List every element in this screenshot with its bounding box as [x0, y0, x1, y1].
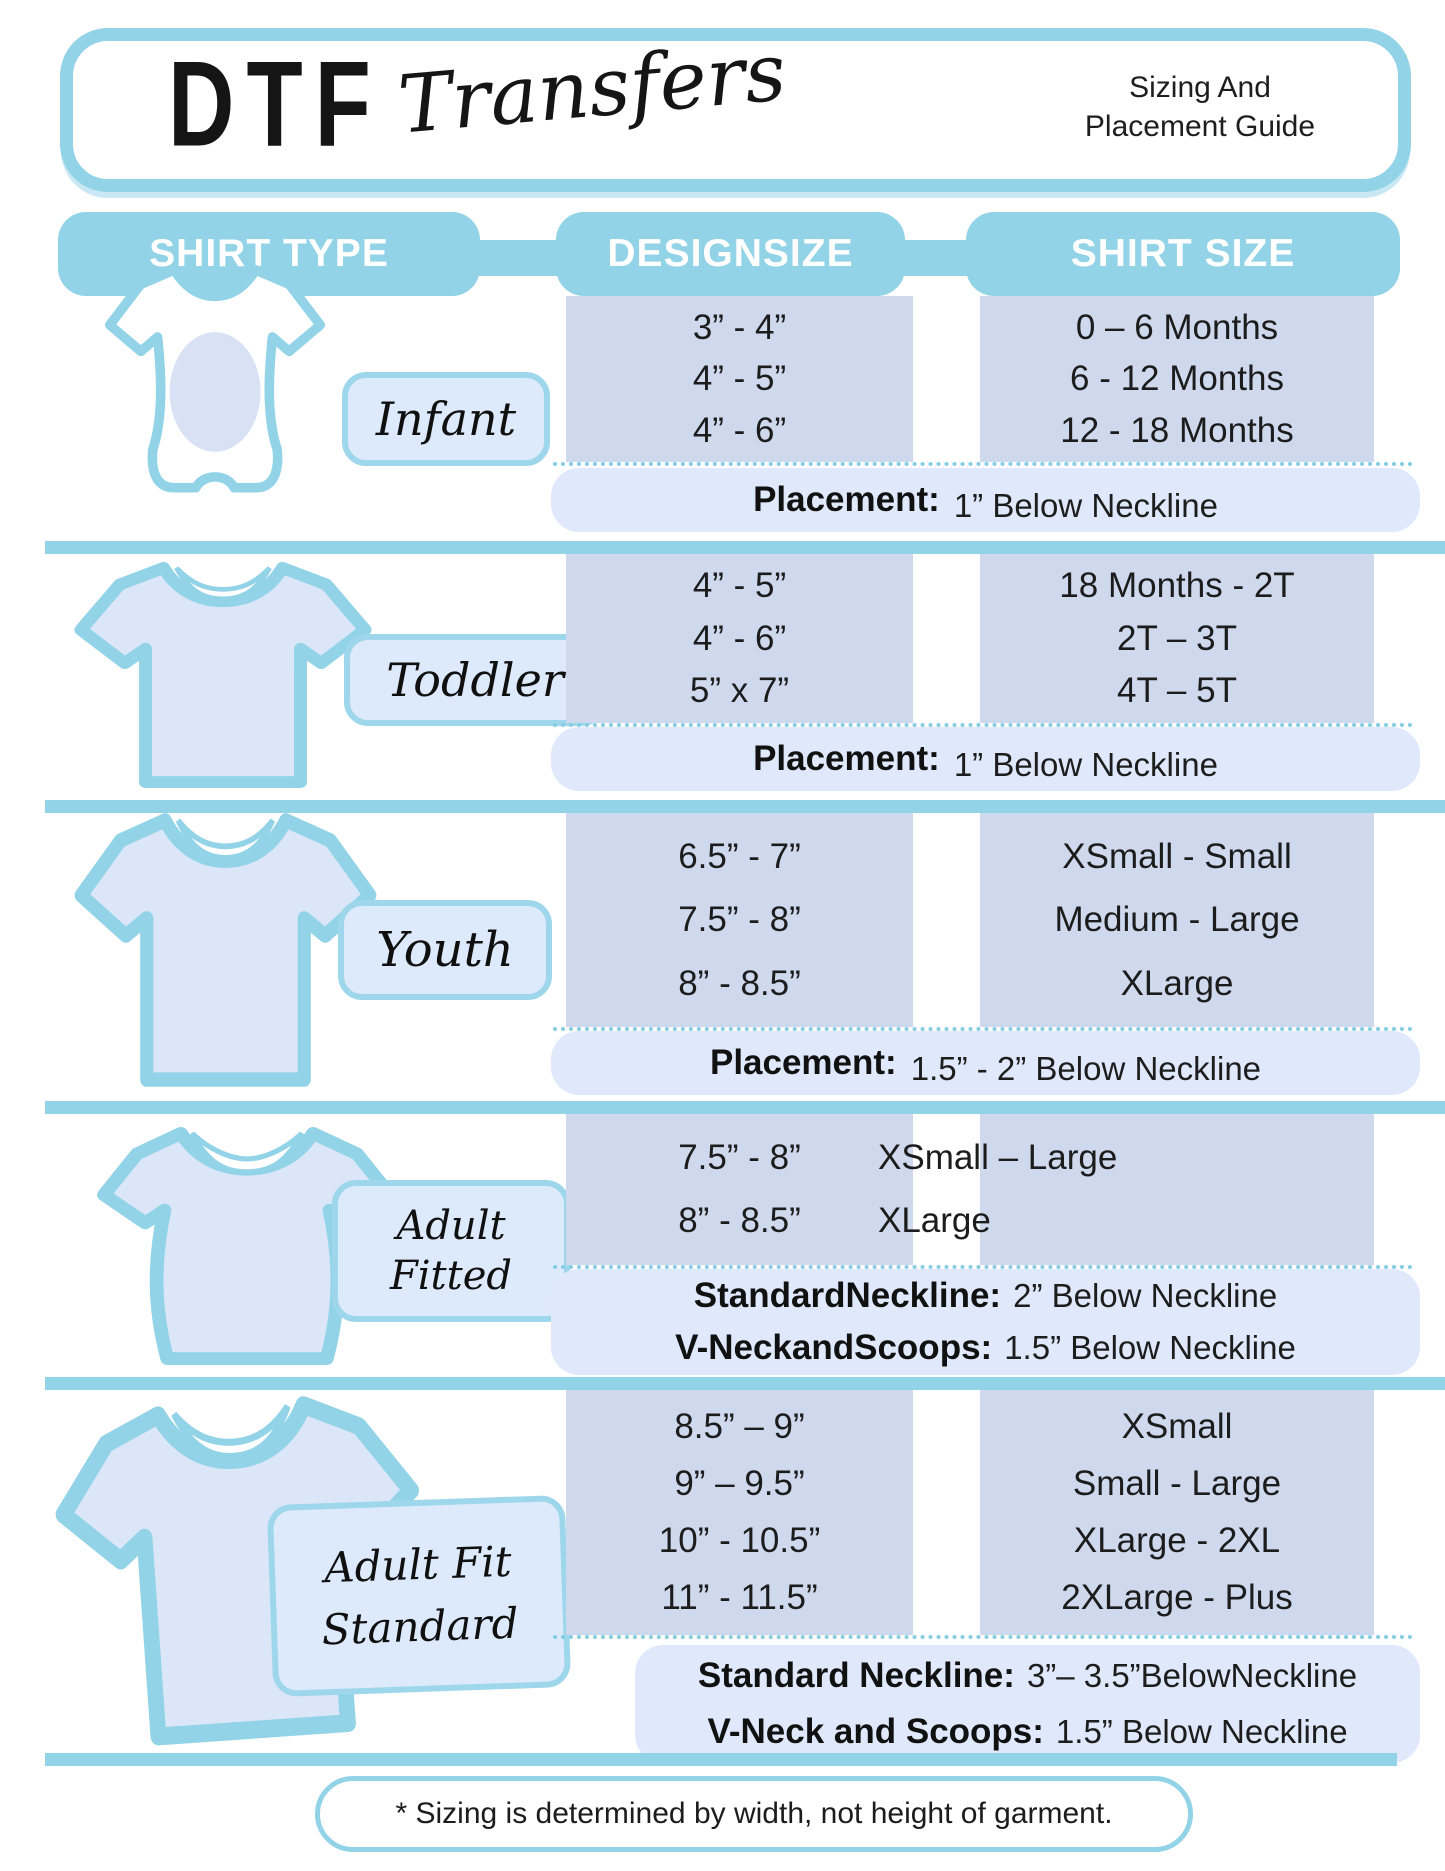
design-size-value: 3” - 4” — [692, 307, 787, 347]
shirt-size-cell-toddler — [980, 554, 1374, 723]
section-divider — [45, 800, 1445, 813]
design-size-value: 8” - 8.5” — [678, 963, 801, 1003]
shirt-size-value: 2XLarge - Plus — [1061, 1578, 1293, 1617]
section-divider — [45, 1753, 1397, 1766]
placement-bar-toddler — [551, 727, 1420, 791]
shirt-size-value: XSmall – Large — [878, 1137, 1118, 1177]
subtitle-line-1: Sizing And — [1129, 71, 1271, 104]
row-label-adult-fit-standard — [267, 1495, 572, 1697]
design-size-value: 7.5” - 8” — [678, 1137, 801, 1177]
design-size-value: 9” – 9.5” — [674, 1464, 805, 1503]
shirt-size-value: XSmall — [1121, 1407, 1233, 1446]
guide-subtitle — [1030, 68, 1370, 146]
design-size-cell-toddler — [566, 554, 913, 723]
placement-value: 1.5” Below Neckline — [1055, 1712, 1348, 1750]
shirt-size-value: XLarge — [878, 1201, 991, 1241]
column-header-shirt-type: SHIRT TYPE — [58, 212, 480, 296]
placement-label: V-NeckandScoops: — [675, 1327, 993, 1367]
row-label-adult-fitted — [332, 1180, 570, 1322]
design-size-value: 8” - 8.5” — [678, 1201, 801, 1241]
design-size-value: 8.5” – 9” — [674, 1407, 805, 1446]
shirt-size-value: 4T – 5T — [1117, 670, 1237, 710]
design-size-value: 7.5” - 8” — [678, 900, 801, 939]
section-divider — [45, 1101, 1445, 1114]
shirt-size-cell-adult-standard — [980, 1390, 1374, 1635]
tshirt-icon — [68, 806, 383, 1094]
section-divider — [45, 541, 1445, 554]
dotted-separator — [553, 462, 1413, 466]
design-size-value: 6.5” - 7” — [678, 836, 801, 876]
placement-label: Placement: — [753, 480, 940, 519]
design-size-cell-adult-fitted — [566, 1114, 913, 1265]
placement-line — [707, 1712, 1347, 1752]
design-size-value: 4” - 5” — [692, 359, 787, 398]
design-size-value: 5” x 7” — [689, 670, 790, 710]
pill-connector — [470, 240, 570, 276]
shirt-size-value: 2T – 3T — [1117, 618, 1237, 658]
shirt-size-value: 18 Months - 2T — [1059, 566, 1295, 606]
brand-transfers-script: Transfers — [394, 25, 790, 152]
placement-label: Placement: — [709, 1043, 897, 1082]
placement-label: StandardNeckline: — [693, 1276, 1002, 1316]
design-size-cell-youth — [566, 813, 913, 1027]
placement-bar-adult-standard — [635, 1645, 1420, 1763]
shirt-size-value: XLarge — [1120, 963, 1234, 1003]
placement-line — [698, 1656, 1357, 1696]
design-size-value: 4” - 5” — [692, 566, 787, 606]
design-size-cell-adult-standard — [566, 1390, 913, 1635]
placement-value: 2” Below Neckline — [1013, 1277, 1278, 1315]
design-size-value: 4” - 6” — [692, 618, 787, 658]
footnote-pill — [315, 1776, 1193, 1852]
design-size-value: 11” - 11.5” — [661, 1578, 818, 1617]
placement-label: Standard Neckline: — [697, 1656, 1015, 1696]
placement-line — [675, 1328, 1296, 1368]
placement-line — [694, 1276, 1277, 1316]
subtitle-line-2: Placement Guide — [1084, 110, 1316, 143]
placement-bar-adult-fitted — [551, 1269, 1420, 1375]
row-label-infant — [342, 372, 550, 466]
shirt-size-value: 12 - 18 Months — [1060, 410, 1294, 450]
design-size-value: 4” - 6” — [692, 410, 787, 450]
design-size-value: 10” - 10.5” — [658, 1521, 821, 1560]
shirt-size-value: XSmall - Small — [1062, 836, 1292, 876]
placement-value: 1” Below Neckline — [953, 746, 1218, 783]
dotted-separator — [553, 1635, 1413, 1639]
shirt-size-value: 0 – 6 Months — [1075, 307, 1279, 347]
placement-value: 1.5” Below Neckline — [1004, 1328, 1296, 1366]
placement-bar-youth — [551, 1031, 1420, 1095]
row-label-text: Fitted — [390, 1253, 512, 1299]
row-label-text: Adult Fit — [323, 1536, 513, 1593]
onesie-icon — [95, 258, 335, 526]
shirt-size-value: 6 - 12 Months — [1070, 359, 1284, 398]
row-label-text: Infant — [375, 392, 517, 446]
section-divider — [45, 1377, 1445, 1390]
shirt-size-cell-infant — [980, 296, 1374, 462]
placement-value: 3”– 3.5”BelowNeckline — [1026, 1657, 1358, 1695]
tshirt-icon — [68, 556, 378, 794]
row-label-text: Youth — [376, 922, 514, 978]
placement-value: 1” Below Neckline — [953, 487, 1218, 524]
shirt-size-values-adult-fitted — [878, 1114, 1117, 1265]
footnote-text: * Sizing is determined by width, not height of garment. — [395, 1797, 1113, 1830]
shirt-size-value: Medium - Large — [1054, 900, 1300, 939]
row-label-youth — [338, 900, 552, 1000]
shirt-size-value: XLarge - 2XL — [1073, 1521, 1281, 1560]
row-label-text: Adult — [396, 1203, 506, 1249]
row-label-text: Toddler — [386, 653, 564, 707]
design-size-cell-infant — [566, 296, 913, 462]
placement-bar-infant — [551, 468, 1420, 532]
shirt-size-cell-youth — [980, 813, 1374, 1027]
shirt-size-value: Small - Large — [1072, 1464, 1282, 1503]
column-header-shirt-size: SHIRT SIZE — [966, 212, 1400, 296]
column-header-design-size: DESIGNSIZE — [556, 212, 905, 296]
placement-value: 1.5” - 2” Below Neckline — [910, 1050, 1262, 1087]
row-label-text: Standard — [320, 1598, 520, 1655]
placement-label: Placement: — [753, 739, 940, 778]
placement-label: V-Neck and Scoops: — [707, 1711, 1044, 1751]
brand-dtf: DTF — [168, 37, 383, 172]
